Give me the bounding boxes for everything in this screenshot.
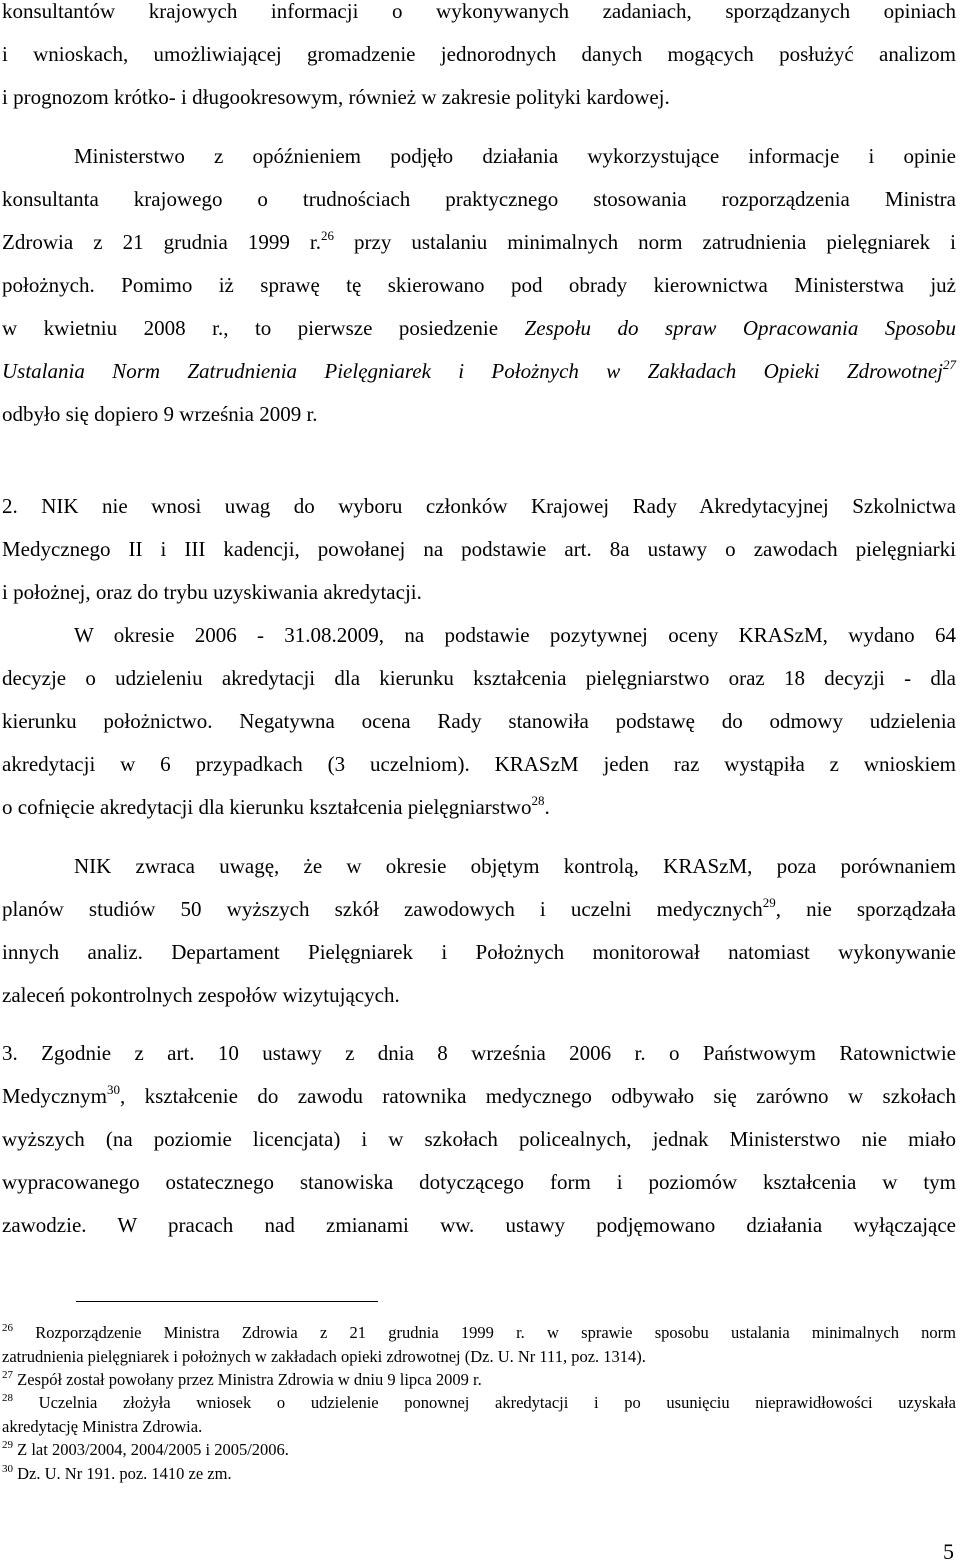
- text-line: Medycznym$^{30}$, kształcenie do zawodu ratownika medycznego odbywało się zarówno w szkołach: [2, 1082, 956, 1108]
- text-line: i wnioskach, umożliwiającej gromadzenie jednorodnych danych mogących posłużyć analizom: [2, 42, 956, 66]
- text-line: i położnej, oraz do trybu uzyskiwania akredytacji.: [2, 580, 422, 604]
- text-line: planów studiów 50 wyższych szkół zawodowych i uczelni medycznych$^{29}$, nie sporządzała: [2, 895, 956, 921]
- footnote: zatrudnienia pielęgniarek i położnych w zakładach opieki zdrowotnej (Dz. U. Nr 111, poz. 1314).: [2, 1347, 646, 1366]
- footnote-ref: 29: [762, 895, 776, 910]
- footnote: $^{29}$ Z lat 2003/2004, 2004/2005 i 2005/2006.: [2, 1439, 289, 1459]
- footnote-ref: 30: [106, 1082, 120, 1097]
- footnote: $^{27}$ Zespół został powołany przez Ministra Zdrowia w dniu 9 lipca 2009 r.: [2, 1369, 482, 1389]
- footnote-ref: 26: [320, 228, 334, 243]
- footnote-ref: 28: [531, 793, 545, 808]
- text-line: odbyło się dopiero 9 września 2009 r.: [2, 402, 318, 426]
- paragraph-first-line: Ministerstwo z opóźnieniem podjęło działania wykorzystujące informacje i opinie: [74, 144, 956, 168]
- text-line: Medycznego II i III kadencji, powołanej na podstawie art. 8a ustawy o zawodach pielęgniarki: [2, 537, 956, 561]
- footnote: akredytację Ministra Zdrowia.: [2, 1417, 203, 1436]
- text-line: decyzje o udzieleniu akredytacji dla kierunku kształcenia pielęgniarstwo oraz 18 decyzji - dla: [2, 666, 956, 690]
- footnote-separator: [76, 1301, 378, 1302]
- text-line: zawodzie. W pracach nad zmianami ww. ustawy podjęmowano działania wyłączające: [2, 1213, 956, 1237]
- text-line: o cofnięcie akredytacji dla kierunku kształcenia pielęgniarstwo$^{28}$.: [2, 793, 550, 819]
- text-line: i prognozom krótko- i długookresowym, również w zakresie polityki kardowej.: [2, 85, 670, 109]
- footnote: $^{30}$ Dz. U. Nr 191. poz. 1410 ze zm.: [2, 1463, 232, 1483]
- text-line: położnych. Pomimo iż sprawę tę skierowano pod obrady kierownictwa Ministerstwa już: [2, 273, 956, 297]
- text-line: konsultantów krajowych informacji o wykonywanych zadaniach, sporządzanych opiniach: [2, 0, 956, 23]
- text-line: wypracowanego ostatecznego stanowiska dotyczącego form i poziomów kształcenia w tym: [2, 1170, 956, 1194]
- page-number: 5: [943, 1539, 954, 1564]
- text-line: w kwietniu 2008 r., to pierwsze posiedzenie Zespołu do spraw Opracowania Sposobu: [2, 316, 957, 340]
- footnote: $^{26}$ Rozporządzenie Ministra Zdrowia z 21 grudnia 1999 r. w sprawie sposobu ustalania minimalnych norm: [2, 1322, 956, 1342]
- text-line: konsultanta krajowego o trudnościach praktycznego stosowania rozporządzenia Ministra: [2, 187, 956, 211]
- text-line: Ustalania Norm Zatrudnienia Pielęgniarek i Położnych w Zakładach Opieki Zdrowotnej$^{27}$: [2, 357, 956, 383]
- paragraph-first-line: 3. Zgodnie z art. 10 ustawy z dnia 8 września 2006 r. o Państwowym Ratownictwie: [2, 1041, 956, 1065]
- paragraph-first-line: W okresie 2006 - 31.08.2009, na podstawie pozytywnej oceny KRASzM, wydano 64: [74, 623, 956, 647]
- footnote-ref: 27: [943, 357, 956, 372]
- text-line: wyższych (na poziomie licencjata) i w szkołach policealnych, jednak Ministerstwo nie miało: [2, 1127, 956, 1151]
- text-line: akredytacji w 6 przypadkach (3 uczelniom). KRASzM jeden raz wystąpiła z wnioskiem: [2, 752, 956, 776]
- footnote: $^{28}$ Uczelnia złożyła wniosek o udzielenie ponownej akredytacji i po usunięciu nieprawidłowości uzyskała: [2, 1392, 956, 1412]
- text-line: Zdrowia z 21 grudnia 1999 r.$^{26}$ przy ustalaniu minimalnych norm zatrudnienia pielęgniarek i: [2, 228, 957, 254]
- text-line: innych analiz. Departament Pielęgniarek i Położnych monitorował natomiast wykonywanie: [2, 940, 956, 964]
- paragraph-first-line: 2. NIK nie wnosi uwag do wyboru członków Krajowej Rady Akredytacyjnej Szkolnictwa: [2, 494, 956, 518]
- text-line: kierunku położnictwo. Negatywna ocena Rady stanowiła podstawę do odmowy udzielenia: [2, 709, 956, 733]
- paragraph-first-line: NIK zwraca uwagę, że w okresie objętym kontrolą, KRASzM, poza porównaniem: [74, 854, 956, 878]
- text-line: zaleceń pokontrolnych zespołów wizytujących.: [2, 983, 400, 1007]
